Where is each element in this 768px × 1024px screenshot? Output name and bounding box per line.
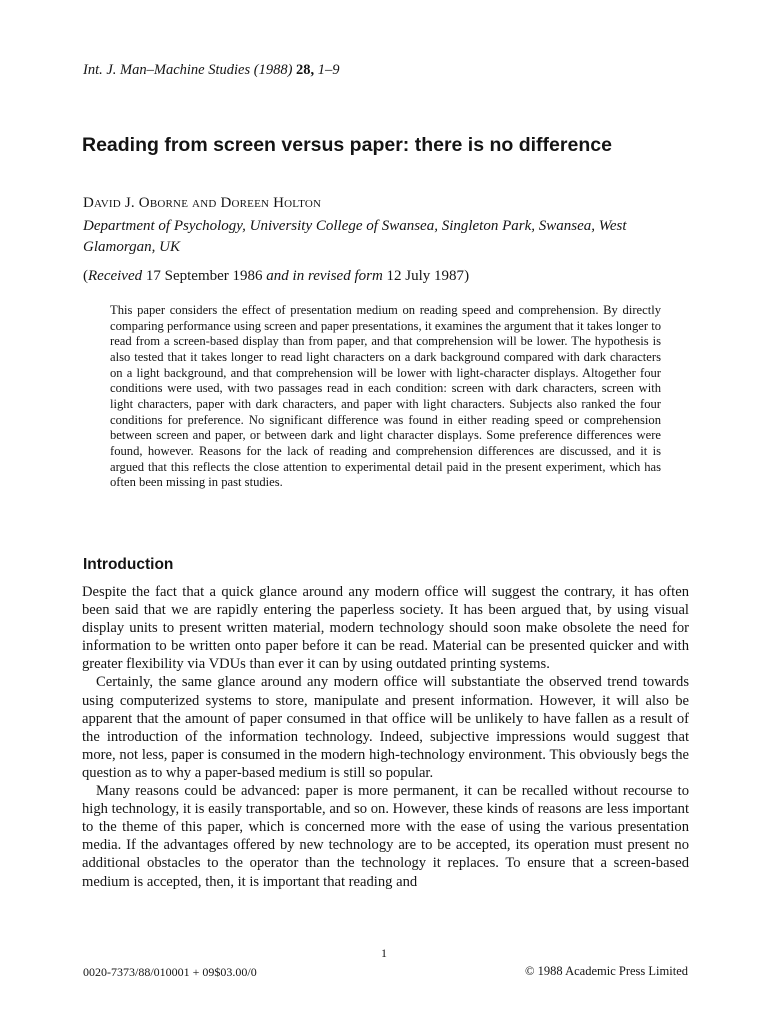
journal-name: Int. J. Man–Machine Studies [83, 62, 251, 78]
journal-year: (1988) [253, 62, 293, 78]
revised-date: 12 July 1987 [386, 268, 465, 284]
journal-volume: 28, [296, 62, 315, 78]
revised-label: and in revised form [266, 268, 383, 284]
received-dates [83, 268, 469, 285]
abstract: This paper considers the effect of presentation medium on reading speed and comprehension. By directly comparing performance using screen and paper presentations, it examines the argument that it takes longer to read from a screen-based display than from paper, and that comprehension will be lower. The hypothesis is also tested that it takes longer to read light characters on a dark background compared with dark characters on a light background, and that comprehension will be lower with light-character displays. Altogether four conditions were used, with two passages read in each condition: screen with dark characters, screen with light characters, paper with dark characters, and paper with light characters. Subjects also ranked the four conditions for preference. No significant difference was found in either reading speed or comprehension between screen and paper, or between dark and light character displays. Some preference differences were found, however. Reasons for the lack of reading and comprehension differences are discussed, and it is argued that this reflects the close attention to experimental detail paid in the present experiment, which has often been missing in past studies. [110, 303, 661, 490]
page-number: 1 [381, 946, 387, 960]
paper-authors: David J. Oborne and Doreen Holton [83, 195, 322, 211]
journal-pages: 1–9 [317, 62, 340, 78]
paragraph: Despite the fact that a quick glance around any modern office will suggest the contrary, it has often been said that we are rapidly entering the paperless society. It has been argued that, by using visual display units to present written material, modern technology should soon make obsolete the need for information to be written onto paper before it can be read. Material can be presented quicker and with greater flexibility via VDUs than ever it can by using outdated printing systems. [82, 584, 689, 673]
author-affiliation: Department of Psychology, University College of Swansea, Singleton Park, Swansea, West Glamorgan, UK [83, 218, 627, 255]
issn-code: 0020-7373/88/010001 + 09$03.00/0 [83, 965, 257, 979]
paragraph: Many reasons could be advanced: paper is more permanent, it can be recalled without recourse to high technology, it is easily transportable, and so on. However, these kinds of reasons are less important to the theme of this paper, which is concerned more with the ease of using the various presentation media. If the advantages offered by new technology are to be accepted, its operation must present no additional obstacles to the operator than the technology it replaces. To ensure that a screen-based medium is accepted, then, it is important that reading and [82, 783, 689, 890]
section-heading-introduction: Introduction [83, 556, 174, 573]
introduction-body [82, 583, 689, 891]
paper-title: Reading from screen versus paper: there is no difference [82, 134, 612, 156]
received-label: Received [88, 268, 143, 284]
journal-citation [83, 62, 340, 79]
received-open-paren: ( [83, 268, 88, 284]
paragraph: Certainly, the same glance around any modern office will substantiate the observed trend towards using computerized systems to store, manipulate and present information. However, it will also be apparent that the amount of paper consumed in that office will be unlikely to have fallen as a result of the introduction of the information technology. Indeed, subjective impressions would suggest that more, not less, paper is consumed in the modern high-technology environment. This obviously begs the question as to why a paper-based medium is still so popular. [82, 674, 689, 781]
received-close-paren: ) [464, 268, 470, 284]
received-date: 17 September 1986 [145, 268, 263, 284]
copyright-notice: © 1988 Academic Press Limited [525, 964, 688, 978]
